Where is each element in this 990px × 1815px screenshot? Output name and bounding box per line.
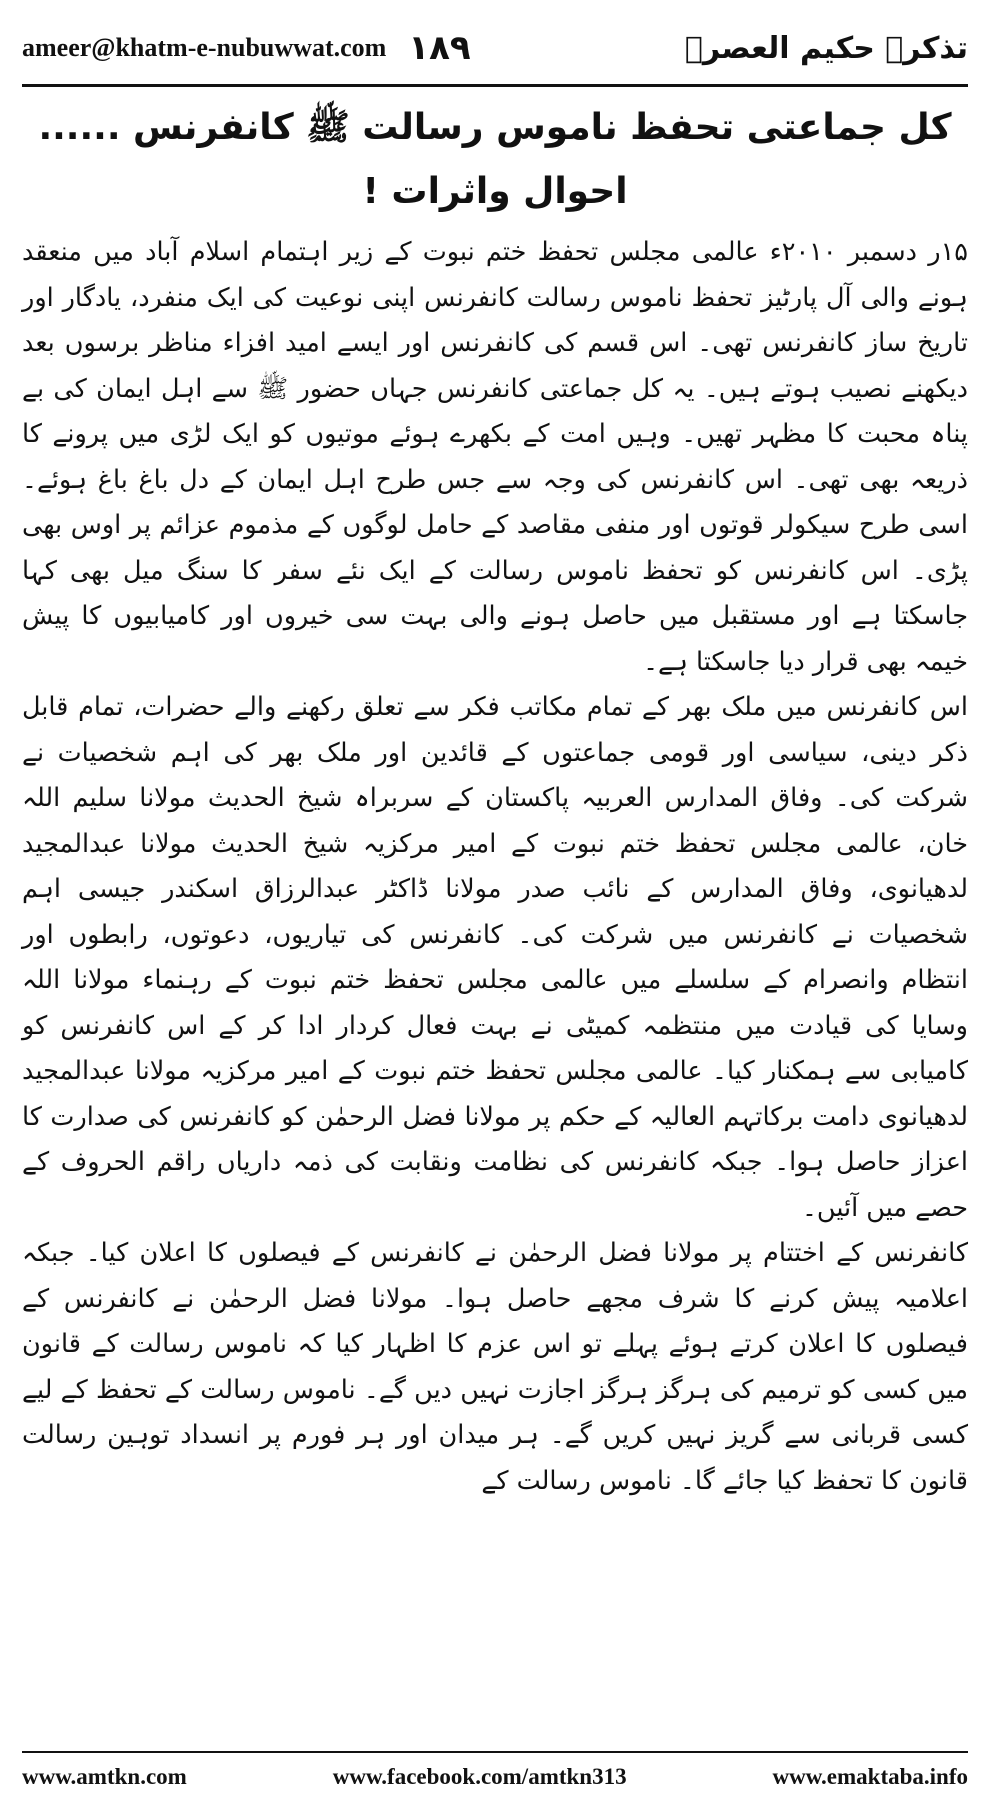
page-footer bbox=[22, 1757, 968, 1797]
paragraph-3: کانفرنس کے اختتام پر مولانا فضل الرحمٰن نے کانفرنس کے فیصلوں کا اعلان کیا۔ جبکہ اعلامیہ پیش کرنے کا شرف مجھے حاصل ہوا۔ مولانا فضل الرحمٰن نے کانفرنس کے فیصلوں کا اعلان کرتے ہوئے پہلے تو اس عزم کا اظہار کیا کہ ناموس رسالت کے قانون میں کسی کو ترمیم کی ہرگز ہرگز اجازت نہیں دیں گے۔ ناموس رسالت کے تحفظ کے لیے کسی قربانی سے گریز نہیں کریں گے۔ ہر میدان اور ہر فورم پر انسداد توہین رسالت قانون کا تحفظ کیا جائے گا۔ ناموس رسالت کے bbox=[22, 1238, 968, 1496]
footer-link-facebook[interactable]: www.facebook.com/amtkn313 bbox=[332, 1764, 627, 1789]
header-email: ameer@khatm-e-nubuwwat.com bbox=[22, 33, 387, 62]
footer-link-amtkn[interactable]: www.amtkn.com bbox=[22, 1764, 187, 1789]
article-body bbox=[22, 96, 968, 1725]
article-title: کل جماعتی تحفظ ناموس رسالت ﷺ کانفرنس ...... احوال واثرات ! bbox=[38, 107, 952, 212]
footer-divider bbox=[22, 1751, 968, 1753]
footer-link-emaktaba[interactable]: www.emaktaba.info bbox=[772, 1764, 968, 1789]
page-number: ۱۸۹ bbox=[408, 28, 471, 68]
book-title: تذکرہ حکیم العصرؒ bbox=[684, 30, 968, 66]
page-header bbox=[22, 18, 968, 78]
header-left-group bbox=[22, 28, 471, 68]
paragraph-2: اس کانفرنس میں ملک بھر کے تمام مکاتب فکر سے تعلق رکھنے والے حضرات، تمام قابل ذکر دینی، سیاسی اور قومی جماعتوں کے قائدین اور ملک بھر کی اہم شخصیات نے شرکت کی۔ وفاق المدارس العربیہ پاکستان کے سربراہ شیخ الحدیث مولانا سلیم اللہ خان، عالمی مجلس تحفظ ختم نبوت کے امیر مرکزیہ شیخ الحدیث مولانا عبدالمجید لدھیانوی، وفاق المدارس کے نائب صدر مولانا ڈاکٹر عبدالرزاق اسکندر جیسی اہم شخصیات نے کانفرنس میں شرکت کی۔ کانفرنس کی تیاریوں، دعوتوں، رابطوں اور انتظام وانصرام کے سلسلے میں عالمی مجلس تحفظ ختم نبوت کے رہنماء مولانا اللہ وسایا کی قیادت میں منتظمہ کمیٹی نے بہت فعال کردار ادا کر کے اس کانفرنس کو کامیابی سے ہمکنار کیا۔ عالمی مجلس تحفظ ختم نبوت کے امیر مرکزیہ مولانا عبدالمجید لدھیانوی دامت برکاتہم العالیہ کے حکم پر مولانا فضل الرحمٰن کو کانفرنس کی صدارت کا اعزاز حاصل ہوا۔ جبکہ کانفرنس کی نظامت ونقابت کی ذمہ داریاں راقم الحروف کے حصے میں آئیں۔ bbox=[22, 692, 968, 1223]
header-divider bbox=[22, 84, 968, 87]
paragraph-1: ۱۵ر دسمبر ۲۰۱۰ء عالمی مجلس تحفظ ختم نبوت کے زیر اہتمام اسلام آباد میں منعقد ہونے والی آل پارٹیز تحفظ ناموس رسالت کانفرنس اپنی نوعیت کی ایک منفرد، یادگار اور تاریخ ساز کانفرنس تھی۔ اس قسم کی کانفرنس اور ایسے امید افزاء مناظر برسوں بعد دیکھنے نصیب ہوتے ہیں۔ یہ کل جماعتی کانفرنس جہاں حضور ﷺ سے اہل ایمان کی بے پناہ محبت کا مظہر تھیں۔ وہیں امت کے بکھرے ہوئے موتیوں کو ایک لڑی میں پرونے کا ذریعہ بھی تھی۔ اس کانفرنس کی وجہ سے جس طرح اہل ایمان کے دل باغ باغ ہوئے۔ اسی طرح سیکولر قوتوں اور منفی مقاصد کے حامل لوگوں کے مذموم عزائم پر اوس بھی پڑی۔ اس کانفرنس کو تحفظ ناموس رسالت کے ایک نئے سفر کا سنگ میل بھی کہا جاسکتا ہے اور مستقبل میں حاصل ہونے والی بہت سی خیروں اور کامیابیوں کا پیش خیمہ بھی قرار دیا جاسکتا ہے۔ bbox=[22, 237, 968, 677]
